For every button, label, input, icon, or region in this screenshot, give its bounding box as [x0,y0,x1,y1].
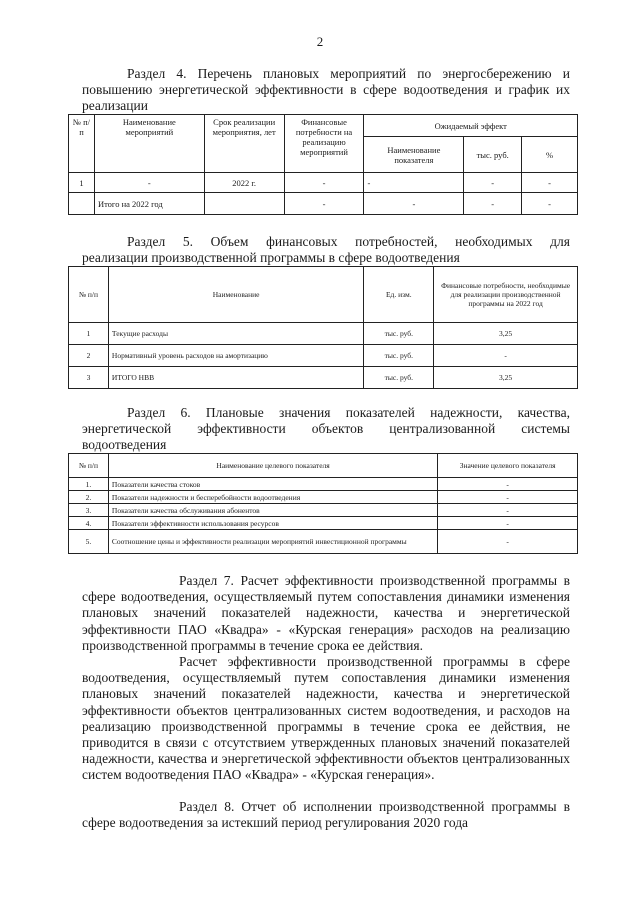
s4-header-name: Наименование мероприятий [94,115,204,173]
section6-heading-line2: энергетической эффективности объектов централизованной системы [82,421,570,436]
section5-heading [82,234,570,266]
s6-cell: Соотношение цены и эффективности реализации мероприятий инвестиционной программы [108,530,437,554]
s6-header-num: № п/п [69,454,109,478]
table-row [69,478,578,491]
s5-cell: 1 [69,323,109,345]
s5-cell: тыс. руб. [364,323,434,345]
s4-cell: - [522,173,578,193]
s5-cell: - [434,345,578,367]
s4-cell [204,193,284,215]
s4-cell: 2022 г. [204,173,284,193]
s4-cell: - [94,173,204,193]
s5-header-unit: Ед. изм. [364,267,434,323]
s6-cell: Показатели эффективности использования ресурсов [108,517,437,530]
s6-cell: 3. [69,504,109,517]
s4-cell: - [522,193,578,215]
section6-table [68,453,578,554]
s4-header-percent: % [522,137,578,173]
s5-header-finance: Финансовые потребности, необходимые для реализации производственной программы на 2022 год [434,267,578,323]
s6-cell: - [438,517,578,530]
section7-text [82,573,570,784]
section4-table [68,114,578,215]
s5-cell: 3,25 [434,367,578,389]
s4-header-num: № п/п [69,115,95,173]
table-row [69,504,578,517]
table-row [69,491,578,504]
s6-cell: - [438,530,578,554]
s5-cell: тыс. руб. [364,345,434,367]
table-row [69,193,578,215]
s6-cell: 5. [69,530,109,554]
s4-header-finance: Финансовые потребности на реализацию мероприятий [284,115,364,173]
section4-heading-line1: Раздел 4. Перечень плановых мероприятий по энергосбережению и [127,66,570,81]
s4-cell: 1 [69,173,95,193]
s6-header-name: Наименование целевого показателя [108,454,437,478]
table-row [69,323,578,345]
s4-header-rub: тыс. руб. [464,137,522,173]
s4-cell: - [284,173,364,193]
table-row [69,345,578,367]
section8-text [82,799,570,831]
section6-heading-line1: Раздел 6. Плановые значения показателей надежности, качества, [127,405,570,420]
s6-cell: Показатели качества обслуживания абонентов [108,504,437,517]
section6-heading-line3: водоотведения [82,437,167,452]
section5-heading-line1: Раздел 5. Объем финансовых потребностей, необходимых для [127,234,570,249]
s4-cell: - [464,173,522,193]
s6-cell: - [438,504,578,517]
section5-heading-line2: реализации производственной программы в сфере водоотведения [82,250,460,265]
page-number: 2 [316,34,324,49]
s6-cell: - [438,491,578,504]
s4-cell: Итого на 2022 год [94,193,204,215]
s4-header-expected: Ожидаемый эффект [364,115,578,137]
s5-header-num: № п/п [69,267,109,323]
s4-cell: - [284,193,364,215]
s4-header-term: Срок реализации мероприятия, лет [204,115,284,173]
table-row [69,173,578,193]
s5-cell: 3,25 [434,323,578,345]
s4-cell [69,193,95,215]
table-row [69,517,578,530]
section4-heading [82,66,570,114]
section4-heading-line3: реализации [82,98,148,113]
section7-paragraph-2: Расчет эффективности производственной программы в сфере водоотведения, осуществляемый путем сопоставления динамики изменения плановых значений показателей надежности, качества и энергетической эффективности объектов централизованных систем водоотведения, и расходов на реализацию производственной программы в течение срока ее действия, не приводится в связи с отсутствием утвержденных плановых значений показателей надежности, качества и энергетической эффективности объектов централизованных систем водоотведения ПАО «Квадра» - «Курская генерация». [82,654,570,783]
s4-cell: - [464,193,522,215]
s5-cell: тыс. руб. [364,367,434,389]
s4-header-indicator: Наименование показателя [364,137,464,173]
s4-cell: - [364,173,464,193]
s5-cell: Текущие расходы [108,323,363,345]
s6-cell: 1. [69,478,109,491]
section4-heading-line2: повышению энергетической эффективности в сфере водоотведения и график их [82,82,570,97]
section5-table [68,266,578,389]
s6-cell: Показатели надежности и бесперебойности водоотведения [108,491,437,504]
section6-heading [82,405,570,453]
section7-paragraph-1: Раздел 7. Расчет эффективности производственной программы в сфере водоотведения, осуществляемый путем сопоставления динамики изменения плановых значений показателей надежности, качества и энергетической эффективности ПАО «Квадра» - «Курская генерация» расходов на реализацию производственной программы в течение срока ее действия. [82,573,570,653]
s5-cell: Нормативный уровень расходов на амортизацию [108,345,363,367]
s6-cell: Показатели качества стоков [108,478,437,491]
s6-cell: - [438,478,578,491]
s5-cell: 3 [69,367,109,389]
s5-header-name: Наименование [108,267,363,323]
s4-cell: - [364,193,464,215]
table-row [69,530,578,554]
section8-paragraph: Раздел 8. Отчет об исполнении производственной программы в сфере водоотведения за истекший период регулирования 2020 года [82,799,570,831]
table-row [69,367,578,389]
s5-cell: ИТОГО НВВ [108,367,363,389]
s6-header-value: Значение целевого показателя [438,454,578,478]
s6-cell: 2. [69,491,109,504]
s5-cell: 2 [69,345,109,367]
s6-cell: 4. [69,517,109,530]
